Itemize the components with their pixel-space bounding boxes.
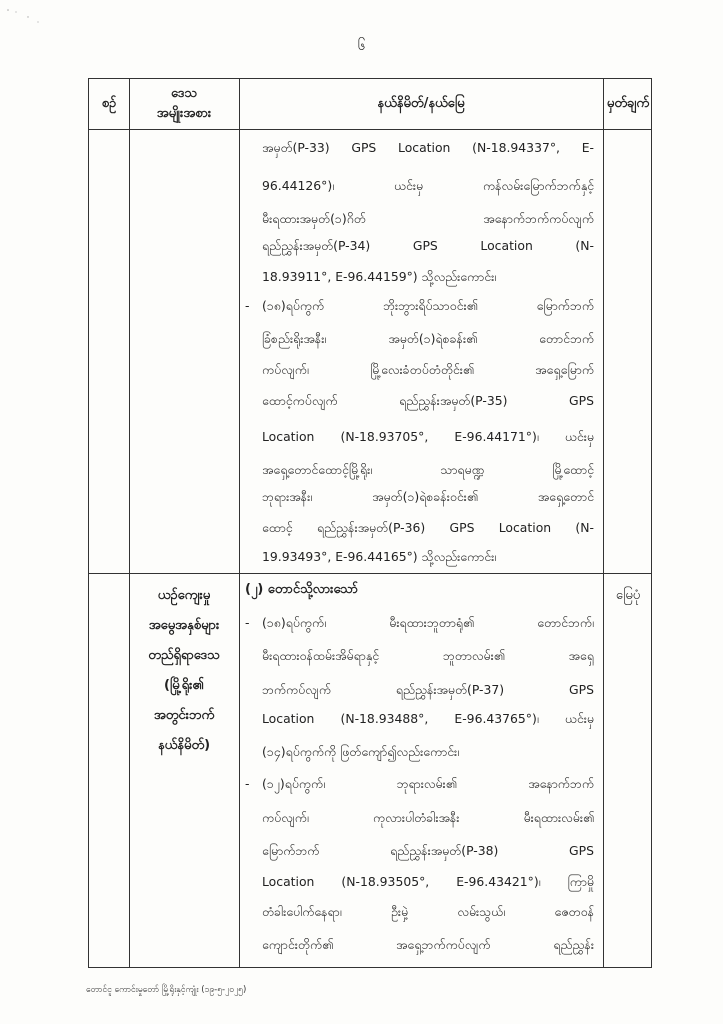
header-category-line1: ဒေသ: [171, 86, 197, 101]
row2-line: Location (N-18.93505°, E-96.43421°)၊ ကြာမှို: [262, 874, 594, 889]
row2-category: [129, 581, 239, 761]
header-no: စဉ်: [101, 96, 117, 111]
category-line: အမွေအနှစ်များ: [148, 618, 220, 633]
header-remark: မှတ်ချက်: [606, 96, 650, 111]
row2-line: Location (N-18.93488°, E-96.43765°)၊ ယင်းမှ: [262, 711, 594, 726]
bullet-dash: -: [245, 615, 250, 630]
col-divider-1: [129, 79, 130, 967]
row1-line: ခြံစည်းရိုးအနီး၊ အမှတ်(၁)ရဲစခန်း၏ တောင်ဘက်: [262, 331, 594, 346]
row2-line: ကပ်လျက်၊ ကုလားပါတံခါးအနီး မီးရထားလမ်း၏: [262, 810, 594, 825]
header-category: [129, 79, 239, 129]
header-boundary: နယ်နိမိတ်/နယ်မြေ: [377, 96, 465, 111]
row1-line: ထောင့် ရည်ညွှန်းအမှတ်(P-36) GPS Location (N-: [262, 520, 594, 535]
row1-line: ရည်ညွှန်းအမှတ်(P-34) GPS Location (N-: [262, 238, 594, 253]
row-divider: [89, 573, 651, 574]
row1-line: 18.93911°, E-96.44159°) သို့လည်းကောင်း၊: [262, 269, 497, 284]
row2-line: မီးရထားဝန်ထမ်းအိမ်ရာနှင့် ဘူတာလမ်း၏ အရှေ့: [262, 648, 594, 663]
category-line: (မြို့ရိုး၏: [164, 678, 204, 693]
row1-line: (၁၈)ရပ်ကွက် ဘိုးဘွားရိပ်သာဝင်း၏ မြောက်ဘက်: [262, 298, 594, 313]
row1-line: ကပ်လျက်၊ မြို့လေးခံတပ်တံတိုင်း၏ အရှေ့မြောက်: [262, 362, 594, 377]
col-divider-2: [239, 79, 240, 967]
category-line: အတွင်းဘက်: [153, 708, 215, 723]
row1-line: ဘုရားအနီး၊ အမှတ်(၁)ရဲစခန်းဝင်း၏ အရှေ့တောင်: [262, 489, 594, 504]
row1-line: 19.93493°, E-96.44165°) သို့လည်းကောင်း၊: [262, 549, 497, 564]
boundary-table: [88, 78, 652, 968]
row2-line: (၁၈)ရပ်ကွက်၊ မီးရထားဘူတာရုံ၏ တောင်ဘက်၊: [262, 615, 594, 630]
category-line: ယဉ်ကျေးမှု: [157, 588, 211, 603]
bullet-dash: -: [245, 298, 250, 313]
row2-line: (၁၂)ရပ်ကွက်၊ ဘုရားလမ်း၏ အနောက်ဘက်: [262, 776, 594, 791]
row1-line: ထောင့်ကပ်လျက် ရည်ညွှန်းအမှတ်(P-35) GPS: [262, 393, 594, 408]
row1-line: Location (N-18.93705°, E-96.44171°)၊ ယင်းမှ: [262, 429, 594, 444]
row2-line: ကျောင်းတိုက်၏ အရှေ့ဘက်ကပ်လျက် ရည်ညွှန်း: [262, 937, 594, 952]
row2-line: (၁၄)ရပ်ကွက်ကို ဖြတ်ကျော်၍လည်းကောင်း၊: [262, 744, 460, 759]
row2-remark: မြေပုံ: [615, 588, 641, 603]
header-category-line2: အမျိုးအစား: [156, 106, 212, 121]
header-divider: [89, 129, 651, 130]
category-line: တည်ရှိရာဒေသ: [148, 648, 220, 663]
page-footer: တောင်ငူ ကောင်းမှုတော် မြို့ရိုးနှင့်ကျုံး (၁၉-၅-၂၀၂၅): [86, 985, 247, 995]
row2-line: တံခါးပေါက်နေရာ၊ ဦးမှဲ့ လမ်းသွယ်၊ ဇေတဝန်: [262, 904, 594, 919]
row2-heading: (၂) တောင်သို့လားသော်: [245, 582, 358, 597]
row1-line: မီးရထားအမှတ်(၁)ဂိတ် အနောက်ဘက်ကပ်လျက်: [262, 211, 594, 226]
bullet-dash: -: [245, 776, 250, 791]
row1-line: 96.44126°)၊ ယင်းမှ ကန်လမ်းမြောက်ဘက်နှင့်: [262, 178, 594, 193]
row1-line: အမှတ်(P-33) GPS Location (N-18.94337°, E-: [262, 140, 594, 155]
row2-line: မြောက်ဘက် ရည်ညွှန်းအမှတ်(P-38) GPS: [262, 843, 594, 858]
col-divider-3: [603, 79, 604, 967]
category-line: နယ်နိမိတ်): [157, 738, 211, 753]
row2-line: ဘက်ကပ်လျက် ရည်ညွှန်းအမှတ်(P-37) GPS: [262, 682, 594, 697]
row1-line: အရှေ့တောင်ထောင့်မြို့ရိုး၊ သာရမဏ္ဍ မြို့ထောင့်: [262, 462, 594, 477]
page-number: ၆: [357, 38, 366, 54]
